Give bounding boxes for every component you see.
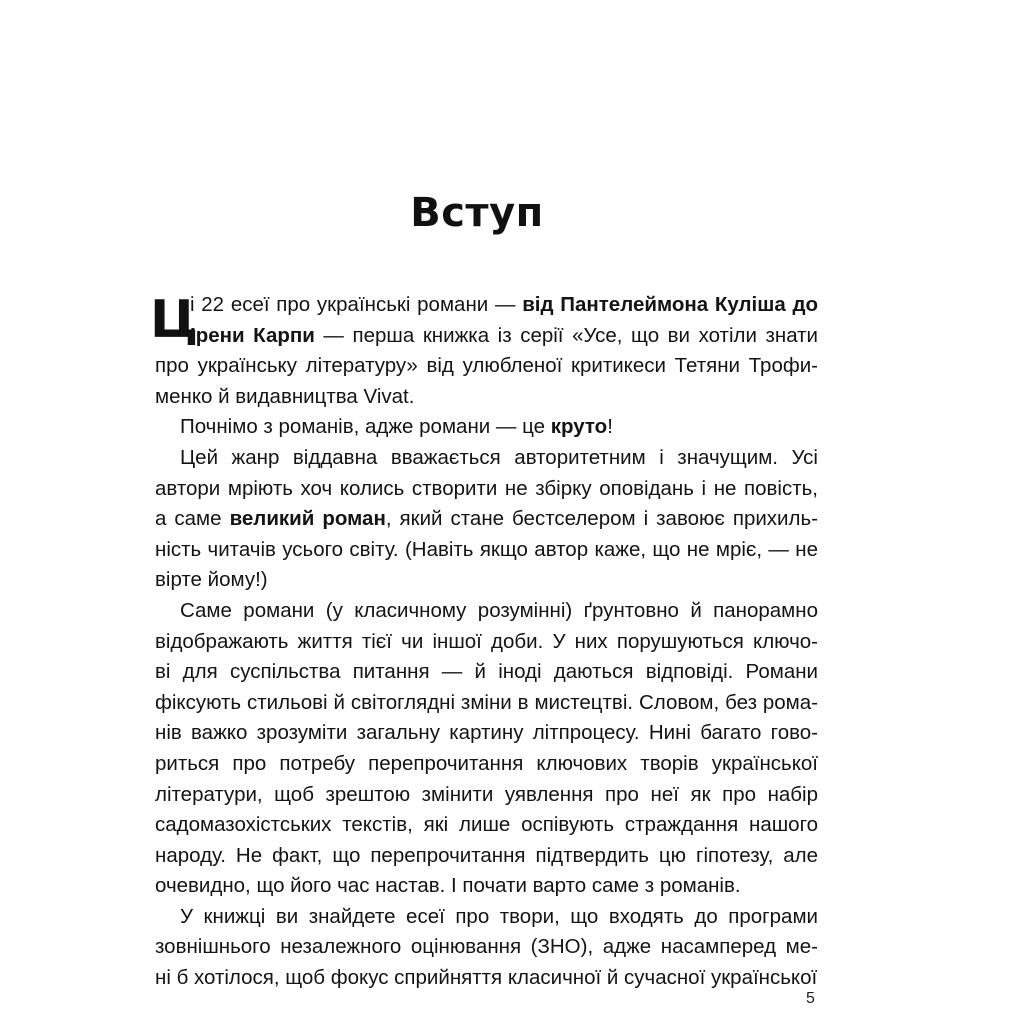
- paragraph: [155, 902, 818, 994]
- text-line: [155, 749, 818, 780]
- text-line: [155, 596, 818, 627]
- bold-text: великий роман: [229, 507, 386, 531]
- text-run: а саме: [155, 507, 230, 531]
- chapter-title: Вступ: [410, 190, 544, 236]
- text-line: [155, 565, 818, 596]
- text-run: !: [607, 415, 613, 439]
- text-line: [155, 657, 818, 688]
- bold-text: від Пантелеймона Куліша до: [522, 293, 819, 316]
- text-run: літератури, щоб зрештою змінити уявлення про неї як про набір: [155, 782, 818, 806]
- bold-text: Ірени Карпи: [190, 323, 315, 347]
- text-line: [155, 412, 818, 443]
- drop-cap: Ц: [150, 290, 199, 350]
- text-line: [155, 351, 818, 382]
- text-line: [155, 810, 818, 841]
- paragraph: [155, 443, 818, 596]
- text-line: [155, 902, 818, 933]
- text-line: [155, 871, 818, 902]
- text-line: [155, 841, 818, 872]
- text-run: вірте йому!): [155, 568, 268, 592]
- bold-text: круто: [550, 415, 608, 439]
- text-line: [155, 688, 818, 719]
- text-run: Цей жанр віддавна вважається авторитетним і значущим. Усі: [180, 445, 818, 469]
- text-run: риться про потребу перепрочитання ключових творів української: [155, 751, 818, 775]
- text-run: ні б хотілося, щоб фокус сприйняття класичної й сучасної української: [155, 966, 818, 990]
- text-run: автори мріють хоч колись створити не збірку оповідань і не повість,: [155, 476, 818, 500]
- text-run: садомазохістських текстів, які лише оспівують страждання нашого: [155, 813, 818, 837]
- text-line: [155, 474, 818, 505]
- text-run: Саме романи (у класичному розумінні) ґрунтовно й панорамно: [180, 598, 818, 622]
- text-line: [155, 627, 818, 658]
- text-line: [155, 932, 818, 963]
- text-run: менко й видавництва Vivat.: [155, 384, 415, 408]
- text-line: [155, 382, 818, 413]
- text-run: відображають життя тієї чи іншої доби. У них порушуються ключо-: [155, 629, 818, 653]
- paragraph: [155, 412, 818, 443]
- text-run: народу. Не факт, що перепрочитання підтвердить цю гіпотезу, але: [155, 843, 818, 867]
- text-run: — перша книжка із серії «Усе, що ви хотіли знати: [314, 323, 818, 347]
- text-run: ві для суспільства питання — й іноді даються відповіді. Романи: [155, 660, 818, 684]
- text-run: , який стане бестселером і завоює прихиль-: [385, 507, 818, 531]
- text-line: [155, 963, 818, 994]
- paragraph: [155, 596, 818, 902]
- text-run: зовнішнього незалежного оцінювання (ЗНО), адже насамперед ме-: [155, 935, 818, 959]
- text-line: [155, 535, 818, 566]
- page-number: 5: [806, 990, 815, 1007]
- body-text: [150, 290, 819, 994]
- text-run: очевидно, що його час настав. І почати варто саме з романів.: [155, 874, 741, 898]
- text-run: ність читачів усього світу. (Навіть якщо автор каже, що не мріє, — не: [155, 537, 818, 561]
- text-line: [155, 718, 818, 749]
- text-run: фіксують стильові й світоглядні зміни в мистецтві. Словом, без рома-: [155, 690, 818, 714]
- text-line: [155, 504, 818, 535]
- text-run: Почнімо з романів, адже романи — це: [180, 415, 551, 439]
- paragraph: [150, 290, 819, 412]
- text-run: нів важко зрозуміти загальну картину літпроцесу. Нині багато гово-: [155, 721, 818, 745]
- text-run: про українську літературу» від улюбленої критикеси Тетяни Трофи-: [155, 354, 818, 378]
- text-line: [155, 443, 818, 474]
- text-line: [155, 321, 818, 352]
- text-run: і 22 есеї про українські романи —: [190, 293, 523, 316]
- text-run: У книжці ви знайдете есеї про твори, що входять до програми: [180, 904, 818, 928]
- text-line: [155, 780, 818, 811]
